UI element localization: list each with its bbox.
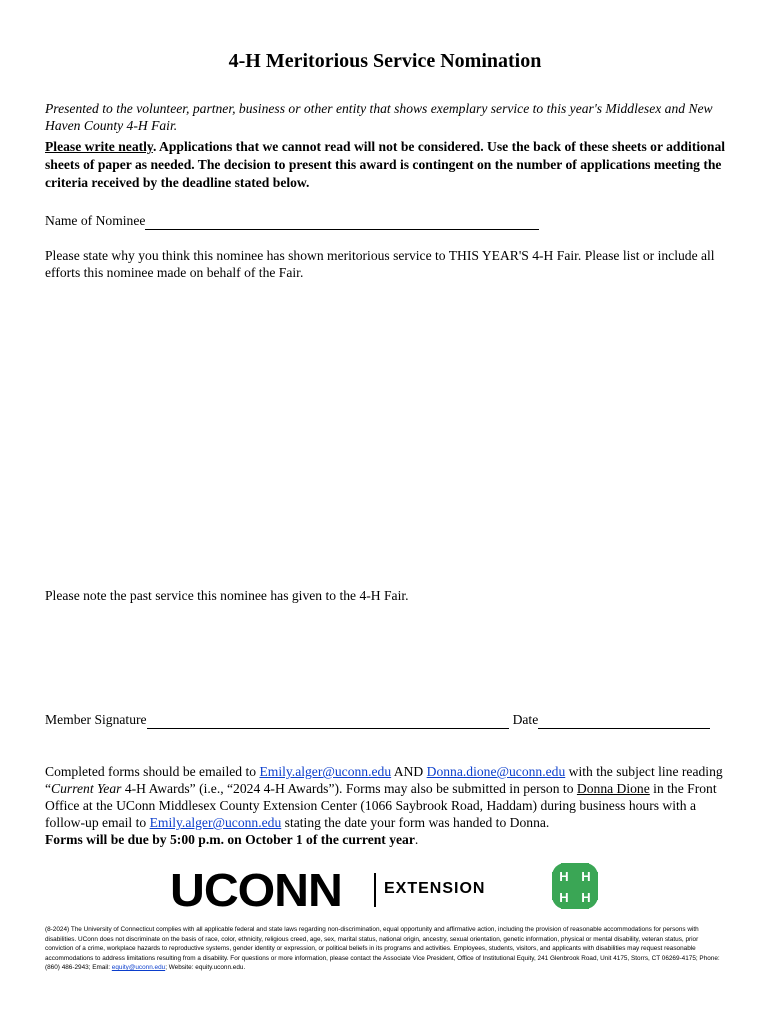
- date-label: Date: [512, 712, 539, 727]
- submission-text: AND: [391, 764, 427, 779]
- current-year-text: Current Year: [51, 781, 122, 796]
- 4h-clover-icon: [543, 854, 607, 918]
- clover-leaf-letter: H: [559, 890, 569, 905]
- nominee-row: [45, 212, 539, 230]
- email-link-followup[interactable]: Emily.alger@uconn.edu: [149, 815, 282, 830]
- date-field[interactable]: [538, 714, 710, 729]
- deadline-period: .: [414, 832, 419, 847]
- submission-text: 4-H Awards” (i.e., “2024 4-H Awards”). Forms may also be submitted in person to: [121, 781, 577, 796]
- submission-text: in the Front Office at the UConn Middlesex County Extension Center (1066 Saybrook Road, Haddam) during business hours with a follow-up email to: [45, 781, 717, 830]
- intro-text: Presented to the volunteer, partner, business or other entity that shows exemplary service to this year's Middlesex and New Haven County 4-H Fair.: [45, 101, 713, 133]
- form-title: 4-H Meritorious Service Nomination: [228, 50, 542, 72]
- extension-logo-text: EXTENSION: [384, 880, 486, 897]
- footer-text-end: ; Website: equity.uconn.edu.: [165, 964, 246, 972]
- instructions-text: . Applications that we cannot read will not be considered. Use the back of these sheets or additional sheets of paper as needed. The decision to present this award is contingent on the number of applications meeting the criteria received by the deadline stated below.: [45, 139, 726, 190]
- logo-divider: [374, 873, 376, 907]
- clover-leaf-letter: H: [559, 869, 569, 884]
- uconn-logo: UCONN: [170, 864, 342, 916]
- signature-row: [45, 711, 710, 729]
- clover-leaf-letter: H: [581, 869, 591, 884]
- email-link-donna[interactable]: Donna.dione@uconn.edu: [426, 764, 566, 779]
- instructions: [45, 138, 735, 192]
- submission-text: Completed forms should be emailed to: [45, 764, 260, 779]
- question-past-service: Please note the past service this nominee has given to the 4-H Fair.: [45, 588, 409, 603]
- nominee-name-field[interactable]: [145, 215, 539, 230]
- equity-email-link[interactable]: equity@uconn.edu: [111, 964, 166, 972]
- footer-text: (8-2024) The University of Connecticut complies with all applicable federal and state laws regarding non-discrimination, equal opportunity and affirmative action, including the provision of reasonable accommodations for persons with disabilities. UConn does not discriminate on the basis of race, color, ethnicity, religious creed, age, sex, marital status, national origin, ancestry, sexual orientation, genetic information, physical or mental disability, veteran status, prior conviction of a crime, workplace hazards to reproductive systems, gender identity or expression, or political beliefs in its programs and activities. Employees, students, visitors, and applicants with disabilities may request reasonable accommodations to address limitations resulting from a disability. For questions or more information, please contact the Associate Vice President, Office of Institutional Equity, 241 Glenbrook Road, Unit 4175, Storrs, CT 06269-4175; Phone: (860) 486-2943; Email:: [45, 926, 720, 972]
- question-current-service: Please state why you think this nominee has shown meritorious service to THIS YEAR'S 4-H Fair. Please list or include all efforts this nominee made on behalf of the Fair.: [45, 248, 715, 280]
- signature-label: Member Signature: [45, 712, 147, 727]
- nominee-label: Name of Nominee: [45, 213, 146, 228]
- nondiscrimination-footer: [45, 925, 725, 973]
- signature-field[interactable]: [147, 714, 509, 729]
- deadline-text: Forms will be due by 5:00 p.m. on October 1 of the current year: [45, 832, 415, 847]
- submission-text: with the subject line reading “: [45, 764, 723, 796]
- current-service-answer-area[interactable]: [45, 290, 735, 580]
- submission-text: stating the date your form was handed to Donna.: [281, 815, 550, 830]
- submission-instructions: [45, 763, 735, 848]
- clover-leaf-letter: H: [581, 890, 591, 905]
- past-service-answer-area[interactable]: [45, 610, 735, 705]
- write-neatly-text: Please write neatly: [45, 139, 153, 154]
- contact-person: Donna Dione: [576, 781, 650, 796]
- email-link-emily[interactable]: Emily.alger@uconn.edu: [259, 764, 392, 779]
